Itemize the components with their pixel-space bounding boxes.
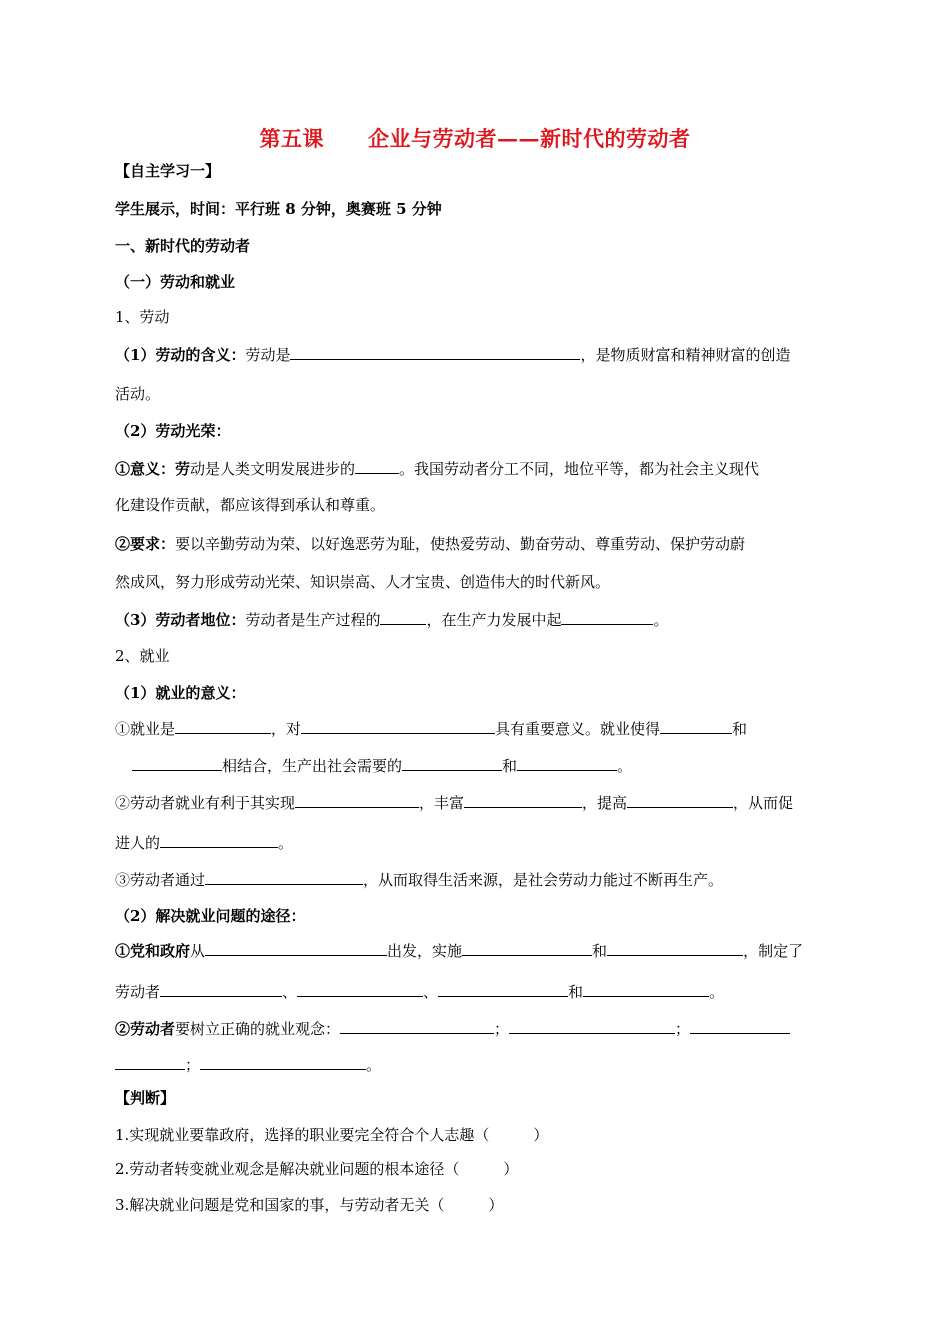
fill-blank[interactable] <box>160 832 278 848</box>
label-worker: ②劳动者 <box>115 1020 176 1038</box>
fill-blank[interactable] <box>355 458 399 474</box>
text-segment: 劳动者是生产过程的 <box>245 611 381 629</box>
fill-blank[interactable] <box>175 718 271 734</box>
fill-blank[interactable] <box>607 940 743 956</box>
worker-status-line <box>115 609 669 630</box>
text-segment: 。 <box>709 983 725 1001</box>
fill-blank[interactable] <box>462 940 592 956</box>
fill-blank[interactable] <box>205 869 363 885</box>
fill-blank[interactable] <box>290 344 580 360</box>
significance-line <box>115 458 759 479</box>
text-segment: 和 <box>592 942 608 960</box>
employment-benefit-line-2 <box>115 832 293 853</box>
fill-blank[interactable] <box>380 609 426 625</box>
text-segment: ） <box>533 1126 549 1144</box>
text-segment: 。 <box>617 757 633 775</box>
text-segment: 2.劳动者转变就业观念是解决就业问题的根本途径（ <box>115 1160 460 1178</box>
labor-meaning-line <box>115 344 790 365</box>
text-segment: 3.解决就业问题是党和国家的事，与劳动者无关（ <box>115 1196 445 1214</box>
text-segment: 进人的 <box>115 834 161 852</box>
worker-view-line <box>115 1018 790 1039</box>
section-header-judgment: 【判断】 <box>115 1089 176 1107</box>
text-segment: 动是人类文明发展进步的 <box>190 460 356 478</box>
fill-blank[interactable] <box>660 718 732 734</box>
party-government-line <box>115 940 803 961</box>
fill-blank[interactable] <box>627 792 733 808</box>
worker-view-line-2 <box>115 1054 381 1075</box>
fill-blank[interactable] <box>583 981 709 997</box>
heading-new-era-workers: 一、新时代的劳动者 <box>115 237 251 255</box>
label-significance: ①意义：劳 <box>115 460 191 478</box>
text-line: 化建设作贡献，都应该得到承认和尊重。 <box>115 496 386 514</box>
presentation-time: 学生展示，时间：平行班 8 分钟，奥赛班 5 分钟 <box>115 200 442 218</box>
text-segment: ） <box>503 1160 519 1178</box>
text-segment: ，丰富 <box>419 794 465 812</box>
text-segment: 从 <box>190 942 206 960</box>
fill-blank[interactable] <box>464 792 582 808</box>
heading-labor: 1、劳动 <box>115 308 170 326</box>
employment-benefit-line <box>115 792 793 813</box>
text-segment: 和 <box>732 720 748 738</box>
text-segment: ③劳动者通过 <box>115 871 206 889</box>
fill-blank[interactable] <box>561 609 653 625</box>
requirement-line <box>115 534 745 554</box>
text-segment: ，从而促 <box>733 794 794 812</box>
judgment-item-2 <box>115 1159 518 1179</box>
label-party-government: ①党和政府 <box>115 942 191 960</box>
text-segment: 。 <box>366 1056 382 1074</box>
fill-blank[interactable] <box>200 1054 366 1070</box>
text-segment: ） <box>488 1196 504 1214</box>
text-segment: ，在生产力发展中起 <box>426 611 562 629</box>
fill-blank[interactable] <box>509 1018 675 1034</box>
heading-solutions: （2）解决就业问题的途径： <box>115 907 306 925</box>
lesson-number: 第五课 <box>259 126 324 151</box>
text-segment: ； <box>185 1056 201 1074</box>
text-segment: ，是物质财富和精神财富的创造 <box>580 346 791 364</box>
judgment-item-3 <box>115 1195 503 1215</box>
text-segment: 和 <box>568 983 584 1001</box>
fill-blank[interactable] <box>205 940 387 956</box>
text-segment: 劳动者 <box>115 983 161 1001</box>
text-segment: 出发，实施 <box>387 942 463 960</box>
fill-blank[interactable] <box>295 792 419 808</box>
heading-employment-meaning: （1）就业的意义： <box>115 684 246 702</box>
fill-blank[interactable] <box>438 981 568 997</box>
section-header-self-study: 【自主学习一】 <box>115 162 221 180</box>
text-segment: 劳动是 <box>245 346 291 364</box>
text-segment: ，对 <box>271 720 302 738</box>
text-segment: 、 <box>282 983 298 1001</box>
fill-blank[interactable] <box>340 1018 494 1034</box>
heading-employment: 2、就业 <box>115 647 170 665</box>
fill-blank[interactable] <box>301 718 495 734</box>
party-government-line-2 <box>115 981 724 1002</box>
text-segment: ，从而取得生活来源，是社会劳动力能过不断再生产。 <box>363 871 724 889</box>
text-segment: 1.实现就业要靠政府，选择的职业要完全符合个人志趣（ <box>115 1126 490 1144</box>
text-segment: ； <box>494 1020 510 1038</box>
fill-blank[interactable] <box>115 1054 185 1070</box>
employment-meaning-line-2 <box>132 755 632 776</box>
text-segment: 和 <box>502 757 518 775</box>
text-segment: 具有重要意义。就业使得 <box>495 720 661 738</box>
text-segment: 要树立正确的就业观念： <box>175 1020 341 1038</box>
judgment-item-1 <box>115 1125 548 1145</box>
fill-blank[interactable] <box>160 981 282 997</box>
worker-income-line <box>115 869 723 890</box>
text-segment: ①就业是 <box>115 720 176 738</box>
text-segment: 要以辛勤劳动为荣、以好逸恶劳为耻，使热爱劳动、勤奋劳动、尊重劳动、保护劳动蔚 <box>175 535 746 553</box>
fill-blank[interactable] <box>297 981 423 997</box>
text-segment: ②劳动者就业有利于其实现 <box>115 794 296 812</box>
heading-labor-employment: （一）劳动和就业 <box>115 273 236 291</box>
text-segment: 、 <box>423 983 439 1001</box>
fill-blank[interactable] <box>402 755 502 771</box>
fill-blank[interactable] <box>132 755 222 771</box>
label-labor-meaning: （1）劳动的含义： <box>115 346 246 364</box>
employment-meaning-line-1 <box>115 718 747 739</box>
text-segment: 。 <box>278 834 294 852</box>
fill-blank[interactable] <box>690 1018 790 1034</box>
lesson-title <box>0 123 950 153</box>
text-segment: 。我国劳动者分工不同，地位平等，都为社会主义现代 <box>399 460 760 478</box>
text-line: 活动。 <box>115 385 161 403</box>
text-segment: ，制定了 <box>743 942 804 960</box>
text-segment: ，提高 <box>582 794 628 812</box>
text-segment: ； <box>675 1020 691 1038</box>
label-worker-status: （3）劳动者地位： <box>115 611 246 629</box>
text-line: 然成风，努力形成劳动光荣、知识崇高、人才宝贵、创造伟大的时代新风。 <box>115 573 611 591</box>
text-segment: 。 <box>653 611 669 629</box>
label-requirement: ②要求： <box>115 535 176 553</box>
fill-blank[interactable] <box>517 755 617 771</box>
heading-labor-glory: （2）劳动光荣： <box>115 422 231 440</box>
text-segment: 相结合，生产出社会需要的 <box>222 757 403 775</box>
lesson-name: 企业与劳动者——新时代的劳动者 <box>368 126 691 151</box>
